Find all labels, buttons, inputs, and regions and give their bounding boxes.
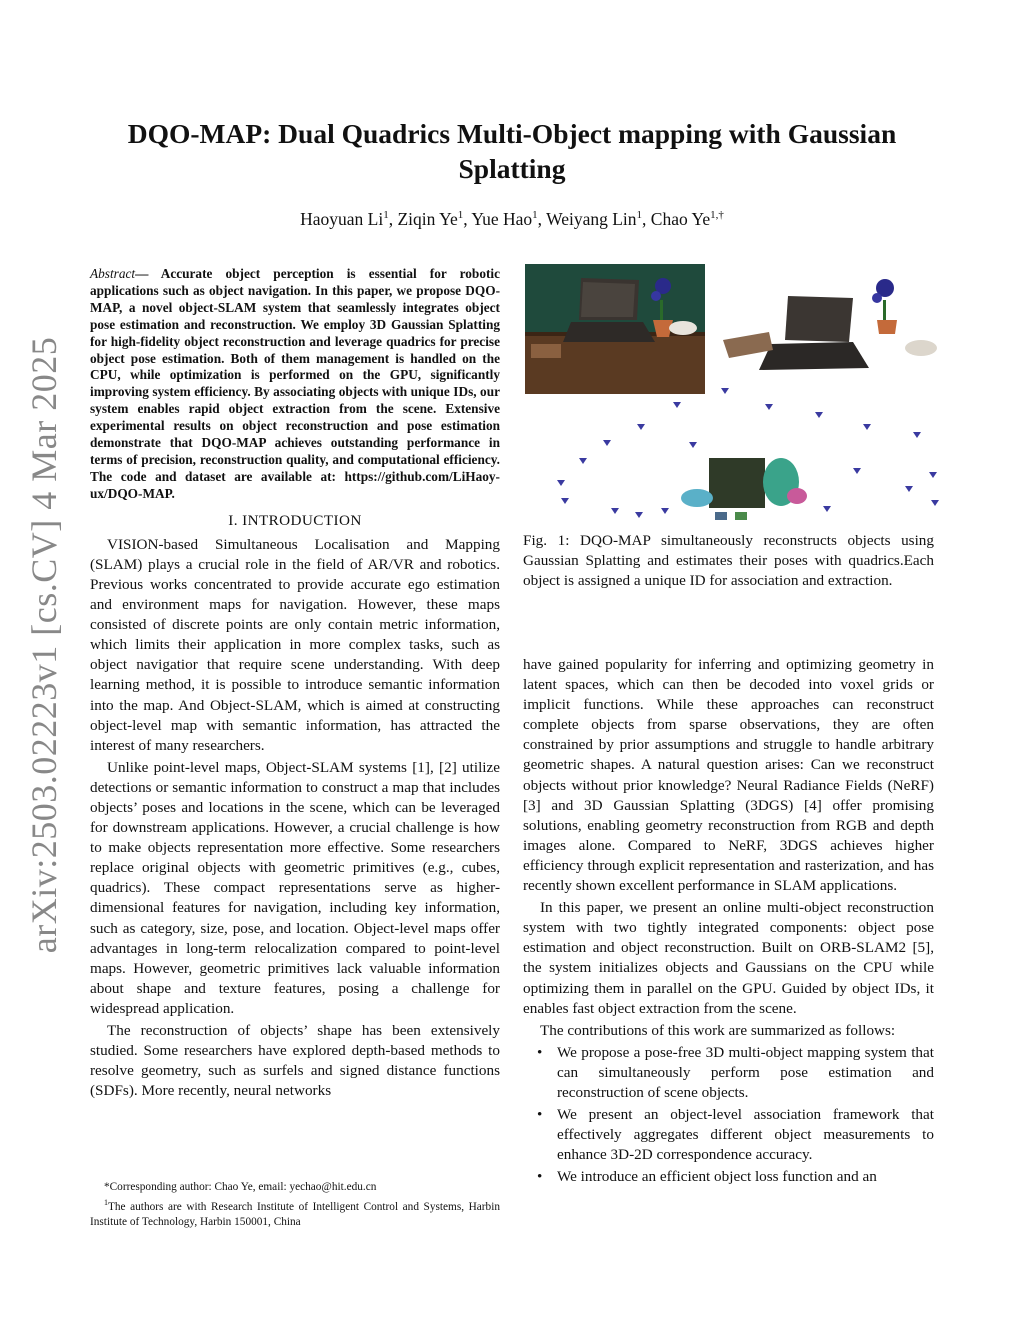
abstract: Abstract— Accurate object perception is essential for robotic applications such as object navigation. In this paper, we propose DQO-MAP, a novel object-SLAM system that seamlessly integrates object pose estimation and reconstruction. We employ 3D Gaussian Splatting for high-fidelity object reconstruction and leverage quadrics for precise object pose estimation. Both of them management is handled on the CPU, while optimization is performed on the GPU, significantly improving system efficiency. By associating objects with unique IDs, our system enables rapid object extraction from the scene. Extensive experimental results on object reconstruction and pose estimation demonstrate that DQO-MAP achieves outstanding performance in terms of precision, reconstruction quality, and computational efficiency. The code and dataset are available at: https://github.com/LiHaoy-ux/DQO-MAP. (90, 266, 501, 501)
footnote-affiliation: $^1$The authors are with Research Institute of Intelligent Control and Systems, Harbin Institute of Technology, Harbin 150001, China (90, 1198, 500, 1229)
author: Weiyang Lin$^1$, (546, 209, 651, 229)
contribution-item: • We propose a pose-free 3D multi-object mapping system that can simultaneously perform pose estimation and reconstruction of scene objects. (523, 1043, 934, 1103)
author: Chao $Ye^{1,\dagger}$ (650, 209, 724, 229)
arxiv-stamp-text: arXiv:2503.02223v1 [cs.CV] 4 Mar 2025 (24, 336, 65, 954)
paper-title: DQO-MAP: Dual Quadrics Multi-Object mapping with Gaussian Splatting (127, 118, 897, 184)
arxiv-stamp (14, 336, 74, 954)
contribution-list (523, 1043, 934, 1188)
right-column (523, 655, 934, 1189)
figure-1-illustration (523, 262, 948, 526)
left-column (90, 266, 500, 1101)
reconstruction-view (681, 279, 937, 520)
intro-paragraph: Unlike point-level maps, Object-SLAM systems [1], [2] utilize detections or semantic information to construct a map that includes objects’ poses and locations in the scene, which can be leveraged for downstream applications. However, a crucial challenge is how to make objects representation more effective. Some researchers replace original objects with geometric primitives (e.g., cubes, quadrics). These compact representations serve as higher-dimensional features for navigation, including key information, such as category, size, pose, and location. Object-level maps offer advantages in long-term relocalization compared to point-level maps. However, geometric primitives lack valuable information about shape and texture features, posing a challenge for widespread application. (90, 758, 500, 1017)
footnote-corresponding: *Corresponding author: Chao Ye, email: yechao@hit.edu.cn (104, 1181, 377, 1193)
author-list (100, 209, 924, 230)
author: Haoyuan Li$^1$, (300, 209, 398, 229)
intro-paragraph: The reconstruction of objects’ shape has been extensively studied. Some researchers have explored depth-based methods to resolve geometry, such as surfels and signed distance functions (SDFs). More recently, neural networks (90, 1022, 500, 1100)
author: Yue Hao$^1$, (471, 209, 547, 229)
scene-photo (525, 264, 705, 394)
figure-1-caption: Fig. 1: DQO-MAP simultaneously reconstructs objects using Gaussian Splatting and estimates their poses with quadrics.Each object is assigned a unique ID for association and extraction. (523, 532, 934, 590)
body-paragraph: In this paper, we present an online multi-object reconstruction system with two tightly integrated components: object pose estimation and object reconstruction. Built on ORB-SLAM2 [5], the system initializes objects and Gaussians on the CPU while optimizing them in parallel on the GPU. Guided by object IDs, it enables fast object extraction from the scene. (523, 899, 934, 1017)
section-heading-introduction: I. INTRODUCTION (228, 511, 362, 529)
abstract-text: Accurate object perception is essential for robotic applications such as object navigation. In this paper, we propose DQO-MAP, a novel object-SLAM system that seamlessly integrates object pose estimation and reconstruction. We employ 3D Gaussian Splatting for high-fidelity object reconstruction and leverage quadrics for precise object pose estimation. Both of them management is handled on the CPU, while optimization is performed on the GPU, significantly improving system efficiency. By associating objects with unique IDs, our system enables rapid object extraction from the scene. Extensive experimental results on object reconstruction and pose estimation demonstrate that DQO-MAP achieves outstanding performance in terms of precision, reconstruction quality, and computational efficiency. The code and dataset are available at: https://github.com/LiHaoy-ux/DQO-MAP. (90, 266, 501, 501)
body-paragraph: have gained popularity for inferring and optimizing geometry in latent spaces, which can then be decoded into voxel grids or implicit functions. While these approaches can reconstruct complete objects from sparse observations, they are often constrained by prior assumptions and struggle to handle arbitrary geometric shapes. A natural question arises: Can we reconstruct objects without prior knowledge? Neural Radiance Fields (NeRF) [3] and 3D Gaussian Splatting (3DGS) [4] offer promising solutions, enabling geometry reconstruction from RGB and depth images alone. Compared to NeRF, 3DGS achieves higher efficiency through explicit representation and rasterization, and has recently shown excellent performance in SLAM applications. (523, 656, 934, 895)
intro-paragraph: VISION-based Simultaneous Localisation and Mapping (SLAM) plays a crucial role in the field of AR/VR and robotics. Previous works concentrated to provide accurate ego estimation and environment maps for navigation. However, these maps consisted of discrete points are only contain metric information, which limits their application in more complex tasks, such as object navigatior that require scene understanding. With deep learning method, it is possible to introduce semantic information into the map. And Object-SLAM, which is aimed at constructing object-level map with semantic information, has attracted the interest of many researchers. (90, 535, 500, 754)
contribution-item: • We present an object-level association framework that effectively aggregates different object measurements to enhance 3D-2D correspondence accuracy. (523, 1105, 934, 1165)
abstract-label: Abstract (90, 266, 136, 281)
figure-1 (523, 262, 948, 526)
footnotes (90, 1180, 500, 1230)
body-paragraph: The contributions of this work are summarized as follows: (540, 1021, 896, 1039)
author: Ziqin Ye$^1$, (397, 209, 472, 229)
contribution-item: • We introduce an efficient object loss function and an (523, 1167, 934, 1187)
